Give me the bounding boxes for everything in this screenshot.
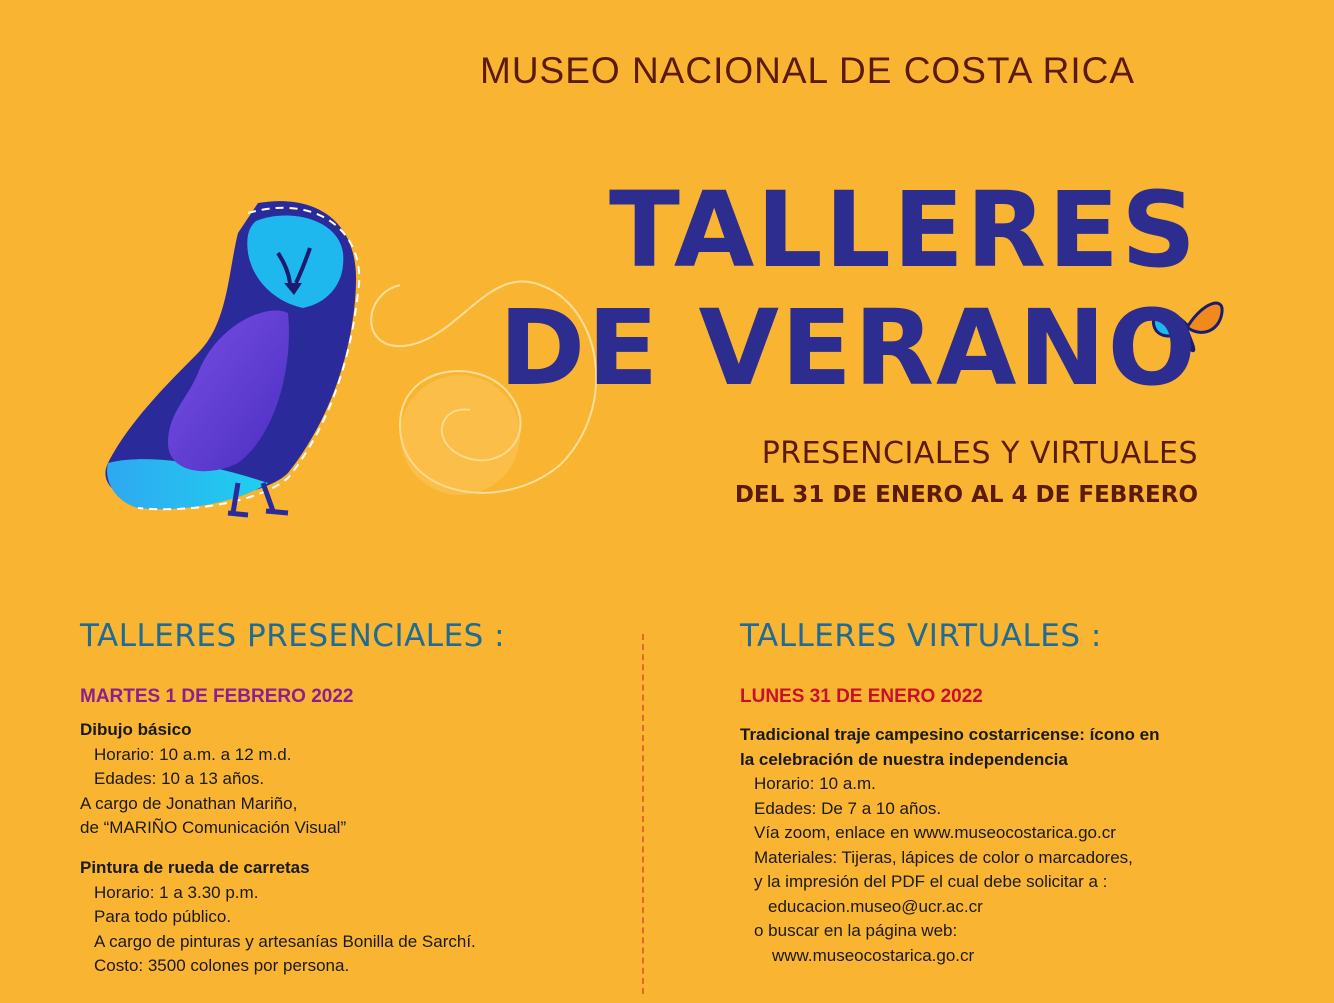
email-link: educacion.museo@ucr.ac.cr — [768, 896, 983, 916]
virtuales-heading: TALLERES VIRTUALES : — [740, 618, 1102, 654]
workshop-costo: Costo: 3500 colones por persona. — [94, 956, 350, 975]
workshop-web-label: o buscar en la página web: — [754, 921, 958, 940]
museum-name: MUSEO NACIONAL DE COSTA RICA — [480, 50, 1136, 91]
workshop-cargo: A cargo de Jonathan Mariño, — [80, 793, 298, 813]
workshop-title: Dibujo básico — [80, 720, 192, 739]
workshop-pintura — [80, 856, 476, 979]
workshop-cargo-company: de “MARIÑO Comunicación Visual” — [80, 818, 347, 837]
date-range: DEL 31 DE ENERO AL 4 DE FEBRERO — [734, 482, 1198, 508]
workshop-horario: Horario: 10 a.m. a 12 m.d. — [94, 744, 292, 764]
workshop-edades: Edades: De 7 a 10 años. — [754, 798, 942, 818]
workshop-title: Pintura de rueda de carretas — [80, 858, 310, 877]
workshop-cargo: A cargo de pinturas y artesanías Bonilla de Sarchí. — [94, 931, 476, 951]
main-title-line2: DE VERANO — [498, 287, 1198, 409]
owl-illustration — [88, 183, 388, 533]
subtitle: PRESENCIALES Y VIRTUALES — [761, 436, 1198, 471]
main-title-line1: TALLERES — [609, 169, 1198, 291]
workshop-traje — [740, 723, 1159, 968]
virtuales-date: LUNES 31 DE ENERO 2022 — [740, 686, 983, 707]
workshop-pdf: y la impresión del PDF el cual debe solicitar a : — [754, 872, 1108, 891]
workshop-zoom: Vía zoom, enlace en www.museocostarica.go.cr — [754, 823, 1116, 842]
workshop-materiales: Materiales: Tijeras, lápices de color o marcadores, — [754, 847, 1133, 867]
presenciales-heading: TALLERES PRESENCIALES : — [80, 618, 506, 654]
presenciales-date: MARTES 1 DE FEBRERO 2022 — [80, 686, 354, 707]
workshop-edades: Edades: 10 a 13 años. — [94, 769, 265, 788]
workshop-title-cont: la celebración de nuestra independencia — [740, 749, 1068, 769]
workshop-horario: Horario: 10 a.m. — [754, 774, 876, 793]
workshop-horario: Horario: 1 a 3.30 p.m. — [94, 882, 259, 902]
workshop-title: Tradicional traje campesino costarricense: ícono en — [740, 725, 1160, 744]
column-divider — [642, 634, 644, 994]
workshop-dibujo — [80, 718, 346, 841]
workshop-publico: Para todo público. — [94, 907, 232, 926]
web-link: www.museocostarica.go.cr — [772, 945, 975, 965]
